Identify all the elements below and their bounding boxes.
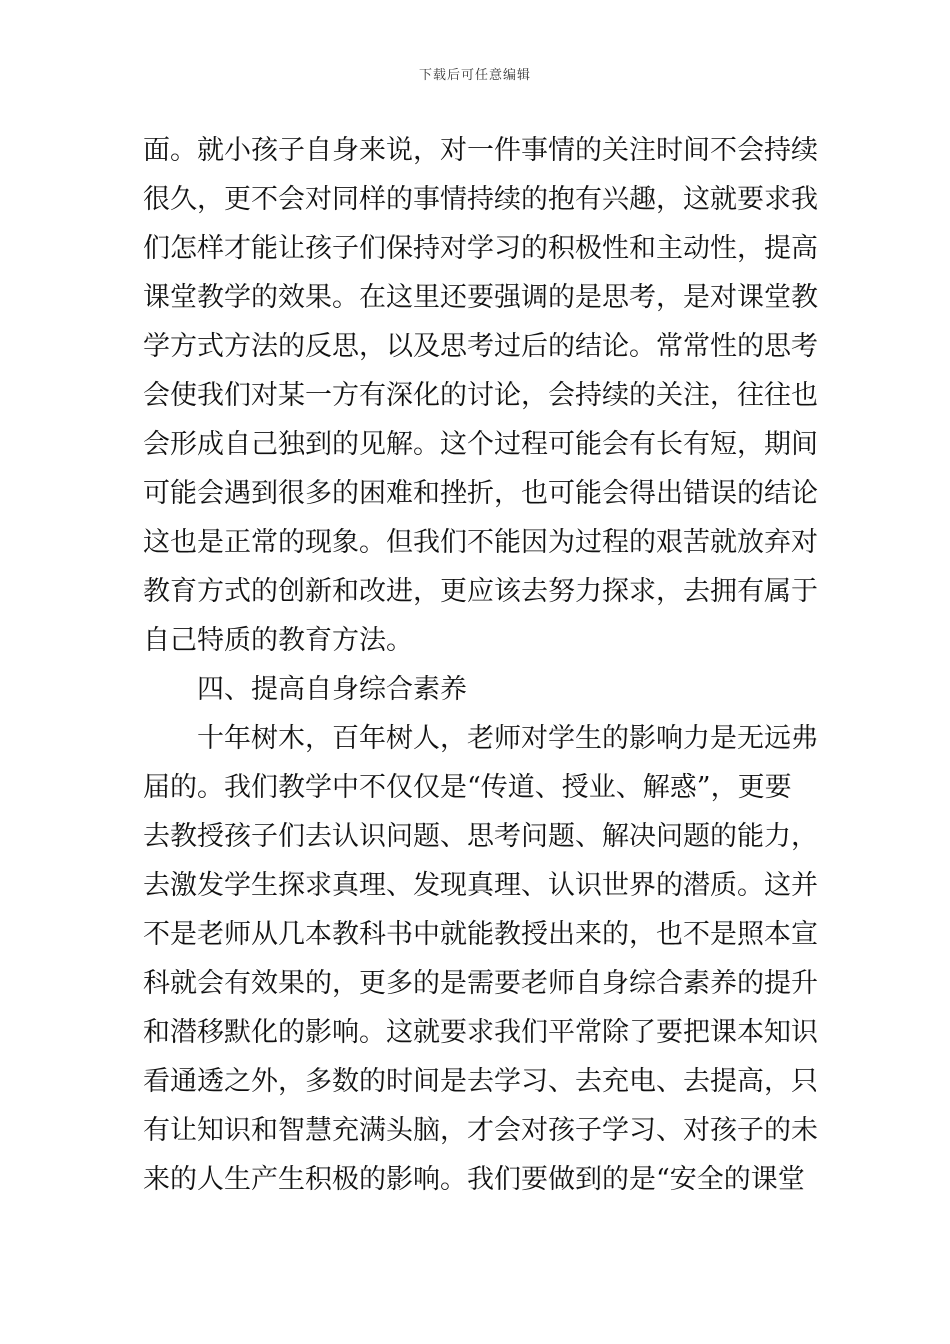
section-heading: 四、提高自身综合素养 xyxy=(197,674,467,705)
paragraph-line: 科就会有效果的，更多的是需要老师自身综合素养的提升 xyxy=(143,968,818,999)
paragraph-line: 自己特质的教育方法。 xyxy=(143,625,413,656)
paragraph-line: 教育方式的创新和改进，更应该去努力探求，去拥有属于 xyxy=(143,576,818,607)
paragraph-line: 们怎样才能让孩子们保持对学习的积极性和主动性，提高 xyxy=(143,233,818,264)
paragraph-line: 来的人生产生积极的影响。我们要做到的是“安全的课堂 xyxy=(143,1164,805,1195)
paragraph-line: 面。就小孩子自身来说，对一件事情的关注时间不会持续 xyxy=(143,135,818,166)
paragraph-line: 看通透之外，多数的时间是去学习、去充电、去提高，只 xyxy=(143,1066,818,1097)
paragraph-line: 课堂教学的效果。在这里还要强调的是思考，是对课堂教 xyxy=(143,282,818,313)
paragraph-line: 这也是正常的现象。但我们不能因为过程的艰苦就放弃对 xyxy=(143,527,818,558)
paragraph-line: 不是老师从几本教科书中就能教授出来的，也不是照本宣 xyxy=(143,919,818,950)
paragraph-line: 去教授孩子们去认识问题、思考问题、解决问题的能力， xyxy=(143,821,818,852)
document-body xyxy=(143,126,818,1204)
paragraph-line: 很久，更不会对同样的事情持续的抱有兴趣，这就要求我 xyxy=(143,184,818,215)
paragraph-line: 去激发学生探求真理、发现真理、认识世界的潜质。这并 xyxy=(143,870,818,901)
paragraph-line: 会使我们对某一方有深化的讨论，会持续的关注，往往也 xyxy=(143,380,818,411)
paragraph-line: 届的。我们教学中不仅仅是“传道、授业、解惑”，更要 xyxy=(143,772,792,803)
paragraph-line: 十年树木，百年树人，老师对学生的影响力是无远弗 xyxy=(197,723,818,754)
paragraph-line: 学方式方法的反思，以及思考过后的结论。常常性的思考 xyxy=(143,331,818,362)
page-header: 下载后可任意编辑 xyxy=(418,68,531,83)
paragraph-line: 会形成自己独到的见解。这个过程可能会有长有短，期间 xyxy=(143,429,818,460)
paragraph-line: 可能会遇到很多的困难和挫折，也可能会得出错误的结论 xyxy=(143,478,818,509)
paragraph-line: 有让知识和智慧充满头脑，才会对孩子学习、对孩子的未 xyxy=(143,1115,818,1146)
paragraph-line: 和潜移默化的影响。这就要求我们平常除了要把课本知识 xyxy=(143,1017,818,1048)
